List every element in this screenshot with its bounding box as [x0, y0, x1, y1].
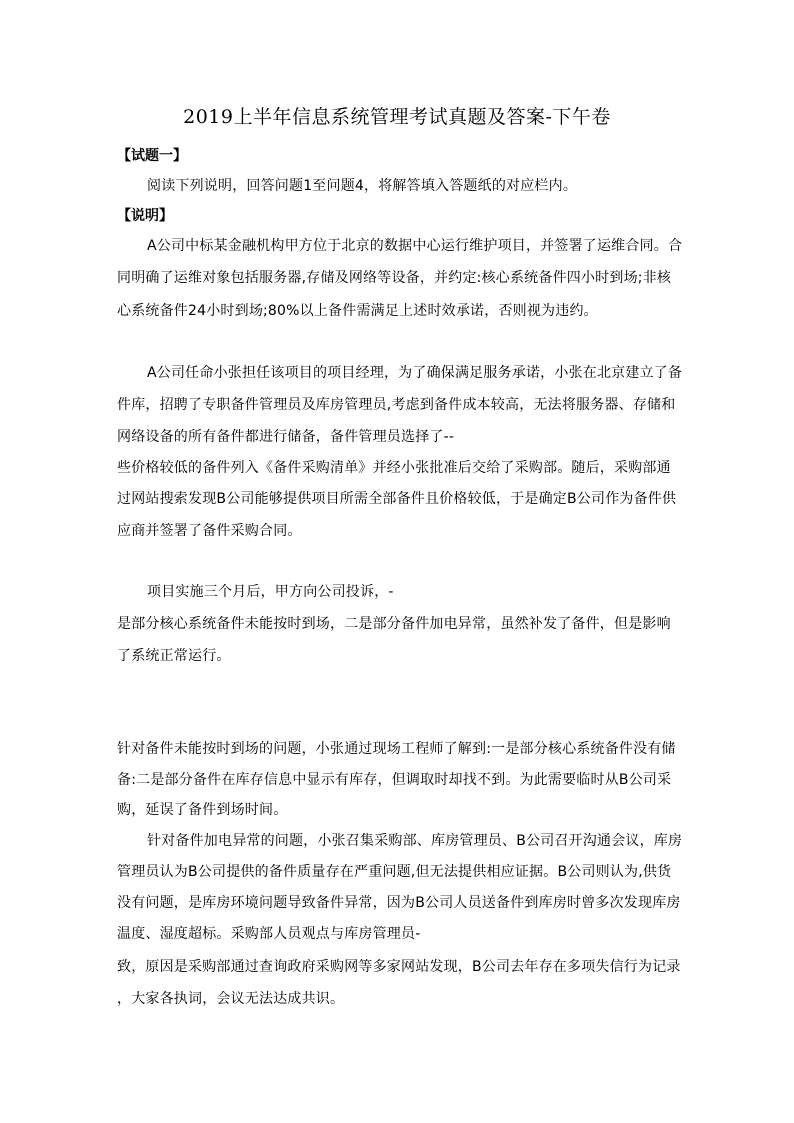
paragraph-line: 没有问题，是库房环境问题导致备件异常，因为B公司人员送备件到库房时曾多次发现库房 [117, 895, 681, 911]
paragraph-line: 同明确了运维对象包括服务器,存储及网络等设备，并约定:核心系统备件四小时到场;非核 [117, 270, 672, 286]
paragraph-line: ，大家各执词，会议无法达成共识。 [117, 991, 345, 1007]
paragraph-line: 致，原因是采购部通过查询政府采购网等多家网站发现，B公司去年存在多项失信行为记录 [117, 959, 681, 975]
intro-text: 阅读下列说明，回答问题1至问题4，将解答填入答题纸的对应栏内。 [147, 178, 578, 194]
paragraph-line: 过网站搜索发现B公司能够提供项目所需全部备件且价格较低，于是确定B公司作为备件供 [117, 491, 677, 507]
paragraph-line: A公司中标某金融机构甲方位于北京的数据中心运行维护项目，并签署了运维合同。合 [147, 238, 683, 254]
paragraph-line: 网络设备的所有备件都进行储备，备件管理员选择了-- [117, 429, 455, 445]
paragraph-line: 购，延误了备件到场时间。 [117, 802, 288, 818]
question-heading: 【试题一】 [117, 148, 187, 164]
paragraph-line: 针对备件未能按时到场的问题，小张通过现场工程师了解到:一是部分核心系统备件没有储 [117, 741, 676, 757]
paragraph-line: 是部分核心系统备件未能按时到场，二是部分备件加电异常，虽然补发了备件，但是影响 [117, 616, 671, 632]
paragraph-line: 件库，招聘了专职备件管理员及库房管理员,考虑到备件成本较高，无法将服务器、存储和 [117, 397, 676, 413]
paragraph-line: 温度、湿度超标。采购部人员观点与库房管理员- [117, 926, 421, 942]
paragraph-line: 些价格较低的备件列入《备件采购清单》并经小张批准后交给了采购部。随后，采购部通 [117, 460, 671, 476]
explanation-heading: 【说明】 [117, 208, 173, 224]
paragraph-line: 针对备件加电异常的问题，小张召集采购部、库房管理员、B公司召开沟通会议，库房 [147, 833, 683, 849]
paragraph-line: 管理员认为B公司提供的备件质量存在严重问题,但无法提供相应证据。B公司则认为,供货 [117, 864, 672, 880]
document-title: 2019上半年信息系统管理考试真题及答案-下午卷 [183, 106, 611, 128]
paragraph-line: 应商并签署了备件采购合同。 [117, 523, 302, 539]
paragraph-line: 备:二是部分备件在库存信息中显示有库存，但调取时却找不到。为此需要临时从B公司采 [117, 772, 672, 788]
paragraph-line: A公司任命小张担任该项目的项目经理，为了确保满足服务承诺，小张在北京建立了备 [147, 365, 683, 381]
paragraph-line: 心系统备件24小时到场;80%以上备件需满足上述时效承诺，否则视为违约。 [117, 303, 598, 319]
paragraph-line: 了系统正常运行。 [117, 648, 231, 664]
paragraph-line: 项目实施三个月后，甲方向公司投诉，- [147, 584, 394, 600]
